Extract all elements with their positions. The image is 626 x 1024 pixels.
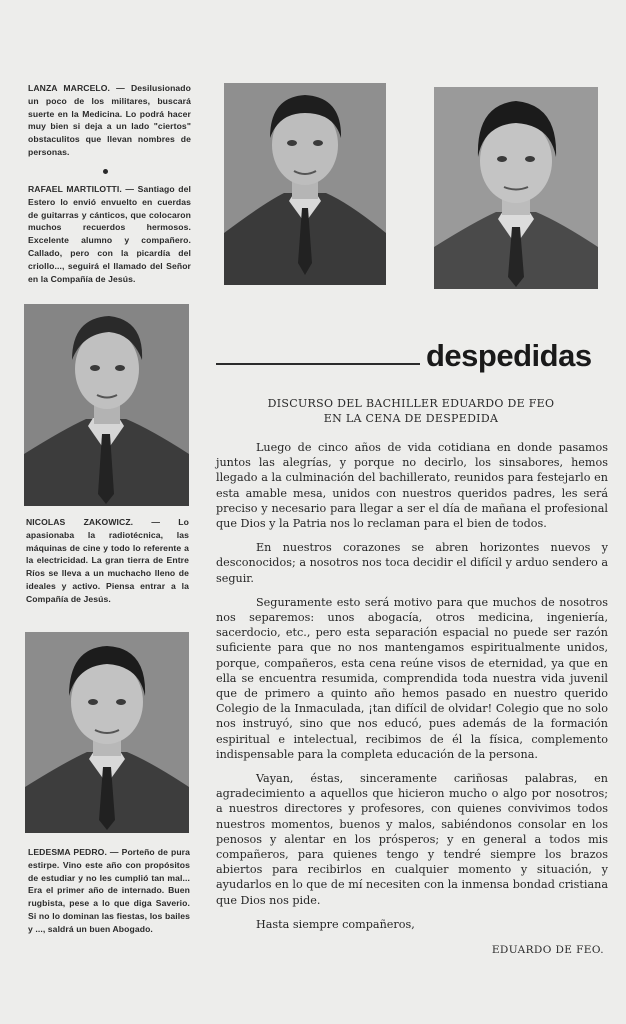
bio-text: — Lo apasionaba la radiotécnica, las máquinas de cine y todo lo referente a la electricidad. La gran tierra de Entre Ríos se lleva a un muchacho lleno de ideales y activo. Piensa entrar a la Compañía de Jesús. bbox=[26, 517, 189, 604]
signature: EDUARDO DE FEO. bbox=[491, 944, 604, 956]
speech-closing: Hasta siempre compañeros, bbox=[256, 917, 415, 931]
bio-name: LEDESMA PEDRO. bbox=[28, 847, 107, 857]
section-heading: despedidas bbox=[426, 338, 592, 373]
bio-name: NICOLAS ZAKOWICZ. bbox=[26, 517, 134, 527]
speech-title bbox=[216, 396, 606, 426]
heading-rule bbox=[216, 363, 420, 365]
portrait-photo-martilotti bbox=[434, 87, 598, 289]
bio-text: — Santiago del Estero lo envió envuelto en cuerdas de guitarras y cánticos, que colocaron muchos recuerdos hermosos. Excelente alumno y compañero. Callado, pero con la picardía del criollo..., seguirá el llamado del Señor en la Compañía de Jesús. bbox=[28, 184, 191, 284]
portrait-photo-lanza bbox=[224, 83, 386, 285]
bio-name: LANZA MARCELO. bbox=[28, 83, 111, 93]
bio-ledesma bbox=[28, 846, 190, 936]
portrait-photo-ledesma bbox=[25, 632, 189, 833]
speech-title-line-1: DISCURSO DEL BACHILLER EDUARDO DE FEO bbox=[267, 397, 555, 410]
speech-paragraph: En nuestros corazones se abren horizontes nuevos y desconocidos; a nosotros nos toca decidir el difícil y arduo sendero a seguir. bbox=[216, 541, 608, 585]
bio-martilotti bbox=[28, 183, 191, 285]
bio-lanza bbox=[28, 82, 191, 159]
separator-dot bbox=[103, 169, 108, 174]
speech-paragraph: Vayan, éstas, sinceramente cariñosas palabras, en agradecimiento a aquellos que hicieron mucho o algo por nosotros; a nuestros directores y profesores, con quienes convivimos todos nuestros momentos, buenos y malos, sabiéndonos consolar en los penosos y alentar en los prósperos; y en general a todos mis compañeros, para quienes tengo y tendré siempre los brazos abiertos para recibirlos en cualquier momento y situación, y ayudarlos en lo que de mí necesiten con la inmensa bondad cristiana que Dios nos pide. bbox=[216, 772, 608, 907]
bio-text: — Porteño de pura estirpe. Vino este año con propósitos de estudiar y no les cumplió tan mal... Era el primer año de internado. Buen rugbista, pese a lo que diga Saverio. Si no lo dominan las fiestas, los bailes y ..., saldrá un buen Abogado. bbox=[28, 847, 190, 934]
bio-name: RAFAEL MARTILOTTI. bbox=[28, 184, 122, 194]
speech-body bbox=[216, 440, 608, 932]
portrait-photo-zakowicz bbox=[24, 304, 189, 506]
speech-paragraph: Luego de cinco años de vida cotidiana en donde pasamos juntos las alegrías, y porque no decirlo, los sinsabores, hemos llegado a la culminación del bachillerato, reunidos para festejarlo en esta amable mesa, unidos con nuestros queridos padres, les será preciso y necesario para llegar a ser el día de mañana el profesional que Dios y la Patria nos lo reclaman para el bien de todos. bbox=[216, 441, 608, 531]
speech-paragraph: Seguramente esto será motivo para que muchos de nosotros nos separemos: unos abogacía, otros medicina, ingeniería, sacerdocio, etc., pero esta separación espacial no puede ser razón suficiente para que no nos mantengamos espiritualmente unidos, porque, compañeros, esta cena reúne visos de eternidad, ya que en ella se encuentra resumida, comprendida toda nuestra vida juvenil que de primero a quinto año hemos pasado en nuestro querido Colegio de la Inmaculada, ¡tan difícil de olvidar! Colegio que no solo nos instruyó, sino que nos educó, pues además de la formación espiritual e intelectual, recibimos de él la física, complemento indispensable para la completa educación de la persona. bbox=[216, 595, 608, 761]
bio-zakowicz bbox=[26, 516, 189, 606]
speech-title-line-2: EN LA CENA DE DESPEDIDA bbox=[323, 412, 499, 425]
bio-text: — Desilusionado un poco de los militares, buscará suerte en la Medicina. Lo podrá hacer muy bien si deja a un lado "ciertos" obstaculitos que llevan nombres de personas. bbox=[28, 83, 191, 157]
